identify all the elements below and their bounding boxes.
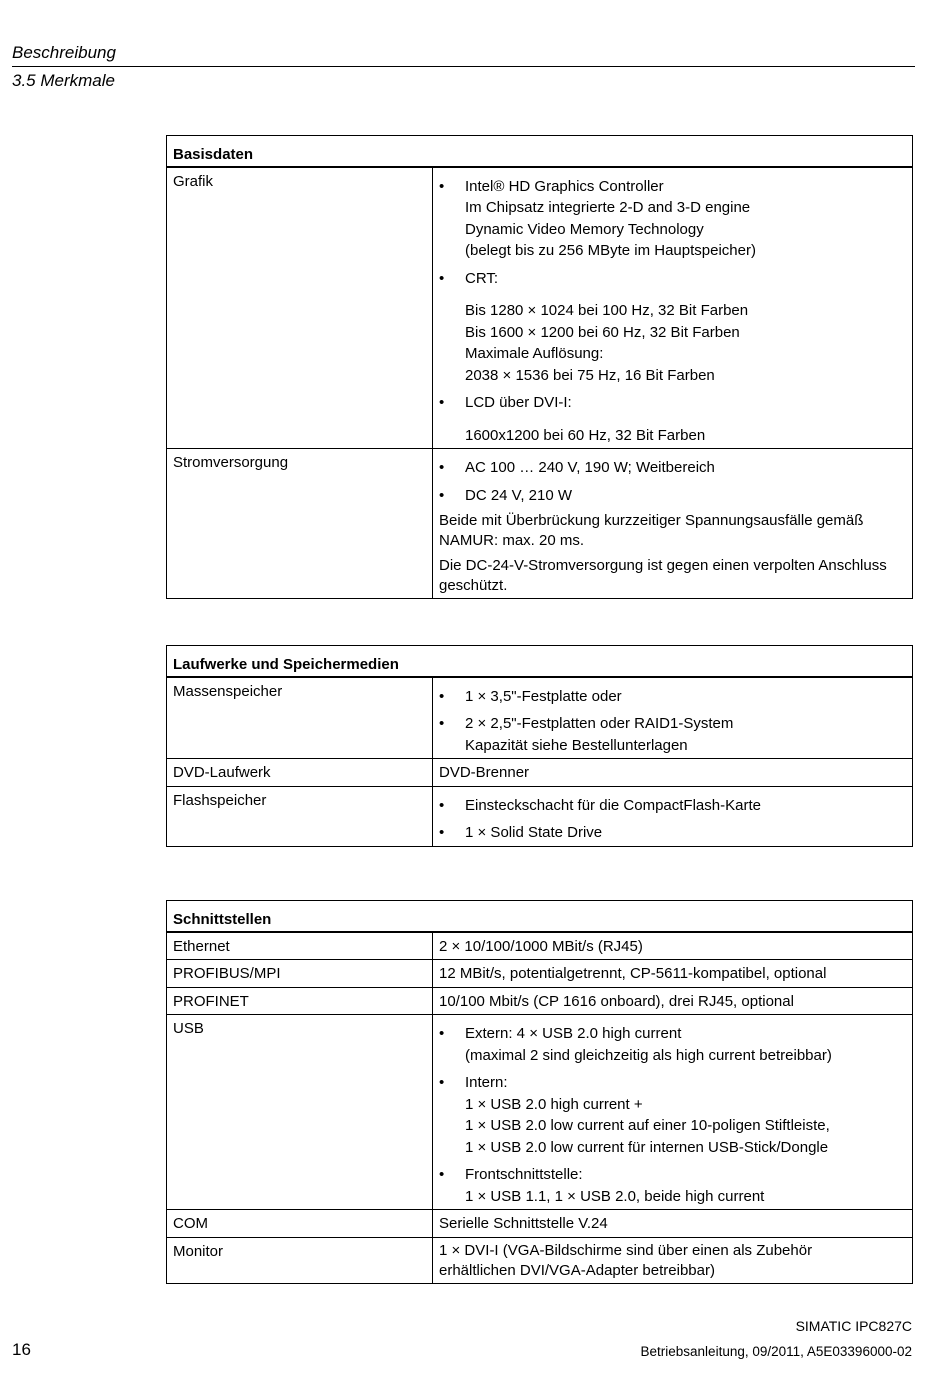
row-value — [433, 1237, 913, 1283]
list-item — [439, 1023, 906, 1066]
row-value: 10/100 Mbit/s (CP 1616 onboard), drei RJ45, optional — [433, 987, 913, 1015]
line: Bis 1280 × 1024 bei 100 Hz, 32 Bit Farben — [465, 302, 749, 319]
row-value — [433, 449, 913, 599]
line: • 2 × 2,5"-Festplatten oder RAID1-System — [465, 715, 734, 732]
table-row — [167, 677, 913, 759]
line: Dynamic Video Memory Technology — [465, 220, 704, 238]
line: Kapazität siehe Bestellunterlagen — [465, 736, 688, 754]
list-item — [439, 713, 906, 756]
table-row — [167, 167, 913, 449]
row-label: Stromversorgung — [167, 449, 433, 599]
laufwerke-table — [166, 645, 913, 847]
row-label: DVD-Laufwerk — [167, 759, 433, 787]
sub-block — [439, 300, 906, 386]
row-value — [433, 677, 913, 759]
table-row — [167, 449, 913, 599]
row-label: Monitor — [167, 1237, 433, 1283]
table-title: Schnittstellen — [167, 901, 913, 932]
line: 1 × USB 2.0 low current für internen USB-Stick/Dongle — [465, 1138, 829, 1156]
list-item: • AC 100 … 240 V, 190 W; Weitbereich — [439, 457, 906, 479]
row-label: Grafik — [167, 167, 433, 449]
footer-document-id: Betriebsanleitung, 09/2011, A5E03396000-02 — [640, 1344, 912, 1359]
table-row — [167, 960, 913, 988]
list-item — [439, 176, 906, 262]
row-value — [433, 167, 913, 449]
row-label: USB — [167, 1015, 433, 1210]
header-rule — [12, 66, 915, 67]
table-row — [167, 1210, 913, 1238]
list-item: • 1 × 3,5"-Festplatte oder — [439, 686, 906, 708]
row-label: PROFIBUS/MPI — [167, 960, 433, 988]
line: Bis 1600 × 1200 bei 60 Hz, 32 Bit Farben — [465, 323, 740, 341]
table-row — [167, 932, 913, 960]
table-row — [167, 987, 913, 1015]
line: • Intel® HD Graphics Controller — [465, 177, 664, 195]
row-value: 2 × 10/100/1000 MBit/s (RJ45) — [433, 932, 913, 960]
list-item: • 1 × Solid State Drive — [439, 822, 906, 844]
table-title: Laufwerke und Speichermedien — [167, 646, 913, 677]
row-value: DVD-Brenner — [433, 759, 913, 787]
list-item: • LCD über DVI-I: — [439, 392, 906, 414]
table-row — [167, 1237, 913, 1283]
list-item: • DC 24 V, 210 W — [439, 485, 906, 507]
list-item — [439, 1164, 906, 1207]
row-value: 12 MBit/s, potentialgetrennt, CP-5611-kompatibel, optional — [433, 960, 913, 988]
basisdaten-table — [166, 135, 913, 599]
row-value — [433, 1015, 913, 1210]
line: erhältlichen DVI/VGA-Adapter betreibbar) — [439, 1261, 715, 1279]
section-title: 3.5 Merkmale — [12, 71, 115, 90]
line: 1 × USB 1.1, 1 × USB 2.0, beide high current — [465, 1187, 765, 1205]
line: • Frontschnittstelle: — [465, 1166, 583, 1183]
table-row — [167, 759, 913, 787]
line: Maximale Auflösung: — [465, 345, 604, 362]
list-item — [439, 1072, 906, 1158]
row-label: Flashspeicher — [167, 786, 433, 846]
list-item: • CRT: — [439, 268, 906, 290]
line: 1 × USB 2.0 low current auf einer 10-poligen Stiftleiste, — [465, 1117, 830, 1134]
table-row — [167, 1015, 913, 1210]
paragraph: Beide mit Überbrückung kurzzeitiger Spannungsausfälle gemäß NAMUR: max. 20 ms. — [439, 512, 864, 549]
line: • Extern: 4 × USB 2.0 high current — [465, 1025, 682, 1042]
list-item: • Einsteckschacht für die CompactFlash-Karte — [439, 795, 906, 817]
row-label: Ethernet — [167, 932, 433, 960]
table-row — [167, 786, 913, 846]
line: • Intern: — [465, 1074, 508, 1091]
line: 1 × USB 2.0 high current + — [465, 1095, 643, 1113]
paragraph: Die DC-24-V-Stromversorgung ist gegen einen verpolten Anschluss geschützt. — [439, 557, 887, 594]
line: 2038 × 1536 bei 75 Hz, 16 Bit Farben — [465, 366, 715, 384]
line: (maximal 2 sind gleichzeitig als high current betreibbar) — [465, 1046, 832, 1064]
table-title: Basisdaten — [167, 136, 913, 167]
row-label: PROFINET — [167, 987, 433, 1015]
line: (belegt bis zu 256 MByte im Hauptspeicher) — [465, 242, 756, 259]
line: Im Chipsatz integrierte 2-D and 3-D engine — [465, 199, 751, 216]
schnittstellen-table — [166, 900, 913, 1284]
footer-product: SIMATIC IPC827C — [795, 1318, 912, 1334]
row-label: Massenspeicher — [167, 677, 433, 759]
row-value: Serielle Schnittstelle V.24 — [433, 1210, 913, 1238]
page-number: 16 — [12, 1340, 31, 1359]
sub-block: 1600x1200 bei 60 Hz, 32 Bit Farben — [465, 426, 706, 444]
row-label: COM — [167, 1210, 433, 1238]
line: 1 × DVI-I (VGA-Bildschirme sind über einen als Zubehör — [439, 1241, 813, 1259]
row-value — [433, 786, 913, 846]
chapter-title: Beschreibung — [12, 43, 116, 62]
